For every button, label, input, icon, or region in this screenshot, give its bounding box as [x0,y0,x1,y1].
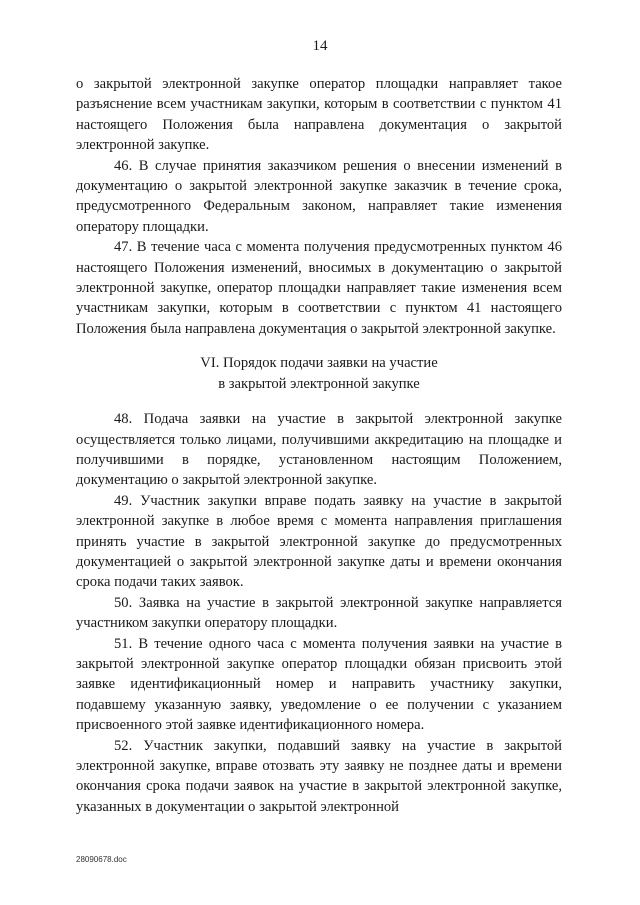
paragraph-51: 51. В течение одного часа с момента получения заявки на участие в закрытой электронной закупке оператор площадки обязан присвоить этой заявке идентификационный номер и направить участнику закупки, подавшему указанную заявку, уведомление о ее получении с указанием присвоенного этой заявке идентификационного номера. [76,635,562,734]
document-body [76,74,562,817]
paragraph-46: 46. В случае принятия заказчиком решения о внесении изменений в документацию о закрытой электронной закупке заказчик в течение срока, предусмотренного Федеральным законом, направляет такие изменения оператору площадки. [76,157,562,235]
document-filename: 28090678.doc [76,855,127,864]
paragraph-48: 48. Подача заявки на участие в закрытой электронной закупке осуществляется только лицами, получившими аккредитацию на площадке и получившими в порядке, установленном настоящим Положением, документацию о закрытой электронной закупке. [76,411,562,489]
paragraph-continuation: о закрытой электронной закупке оператор площадки направляет такое разъяснение всем участникам закупки, которым в соответствии с пунктом 41 настоящего Положения была направлена документация о закрытой электронной закупке. [76,76,562,154]
section-heading-line-1: VI. Порядок подачи заявки на участие [200,355,438,372]
section-heading-line-2: в закрытой электронной закупке [218,375,420,392]
page-number: 14 [312,38,328,54]
paragraph-50: 50. Заявка на участие в закрытой электронной закупке направляется участником закупки оператору площадки. [76,594,562,632]
paragraph-52: 52. Участник закупки, подавший заявку на участие в закрытой электронной закупке, вправе отозвать эту заявку не позднее даты и времени окончания срока подачи заявок на участие в закрытой электронной закупке, указанных в документации о закрытой электронной [76,737,562,815]
paragraph-47: 47. В течение часа с момента получения предусмотренных пунктом 46 настоящего Положения изменений, вносимых в документацию о закрытой электронной закупке, оператор площадки направляет такие изменения всем участникам закупки, которым в соответствии с пунктом 41 настоящего Положения была направлена документация о закрытой электронной закупке. [76,239,562,337]
section-heading [76,353,562,394]
paragraph-49: 49. Участник закупки вправе подать заявку на участие в закрытой электронной закупке в любое время с момента направления приглашения принять участие в закрытой электронной закупке до предусмотренных документацией о закрытой электронной закупке даты и времени окончания срока подачи таких заявок. [76,492,562,591]
